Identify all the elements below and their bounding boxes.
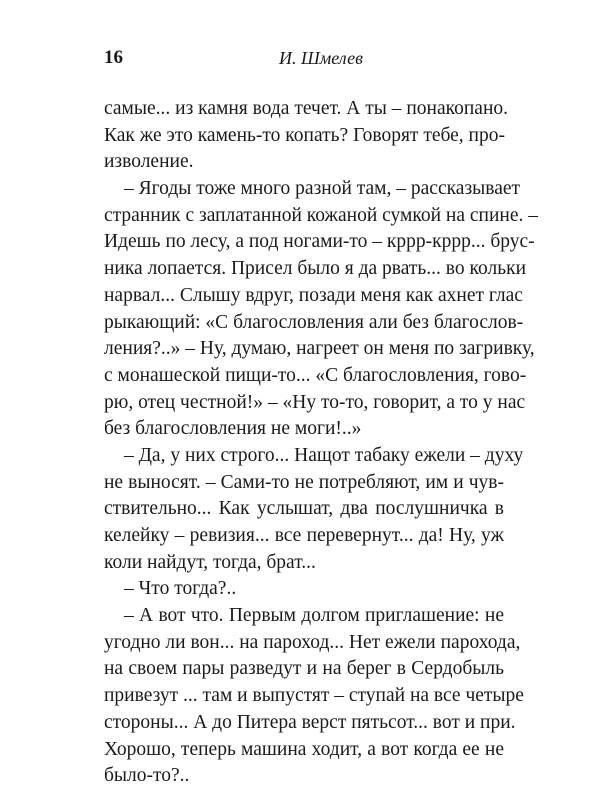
text-line: нарвал... Слышу вдруг, позади меня как ахнет глас [104, 284, 523, 306]
text-line: рю, отец честной!» – «Ну то-то, говорит, а то у нас [104, 391, 526, 413]
text-line: – Что тогда?.. [124, 578, 237, 600]
text-line: изволение. [104, 151, 194, 173]
page-number: 16 [104, 47, 123, 68]
text-line: не выносят. – Сами-то не потребляют, им и чув- [104, 471, 504, 493]
text-line: рыкающий: «С благословления али без благослов- [104, 311, 524, 333]
text-line: самые... из камня вода течет. А ты – понакопано. [104, 98, 509, 119]
text-line: ника лопается. Присел было я да рвать... во кольки [104, 258, 527, 280]
text-line: – Ягоды тоже много разной там, – рассказывает [124, 178, 521, 200]
text-line: ствительно... Как услышат, два послушничка в [104, 498, 504, 520]
running-head-author: И. Шмелев [279, 48, 363, 68]
text-line: Хорошо, теперь машина ходит, а вот когда ее не [104, 738, 504, 760]
text-line: коли найдут, тогда, брат... [104, 551, 316, 573]
text-line: Идешь по лесу, а под ногами-то – кррр-кррр... брус- [104, 231, 535, 253]
text-line: на своем пары разведут и на берег в Сердобыль [104, 658, 504, 680]
text-line: ления?..» – Ну, думаю, нагреет он меня по загривку, [104, 338, 535, 360]
page-header [104, 46, 504, 70]
text-line: было-то?.. [104, 765, 190, 787]
page-body-text [104, 96, 538, 790]
text-line: с монашеской пищи-то... «С благословления, гово- [104, 364, 527, 386]
text-line: странник с заплатанной кожаной сумкой на спине. – [104, 204, 538, 226]
text-line: келейку – ревизия... все перевернут... да! Ну, уж [104, 525, 504, 546]
text-line: стороны... А до Питера верст пятьсот... вот и при. [104, 711, 516, 733]
text-line: без благословления не моги!..» [104, 418, 362, 440]
text-line: угодно ли вон... на пароход... Нет ежели парохода, [104, 631, 521, 653]
text-line: – А вот что. Первым долгом приглашение: не [124, 605, 504, 627]
text-line: Как же это камень-то копать? Говорят тебе, про- [104, 124, 505, 146]
text-line: – Да, у них строго... Нащот табаку ежели – духу [124, 444, 524, 466]
text-line: привезут ... там и выпустят – ступай на все четыре [104, 685, 524, 707]
